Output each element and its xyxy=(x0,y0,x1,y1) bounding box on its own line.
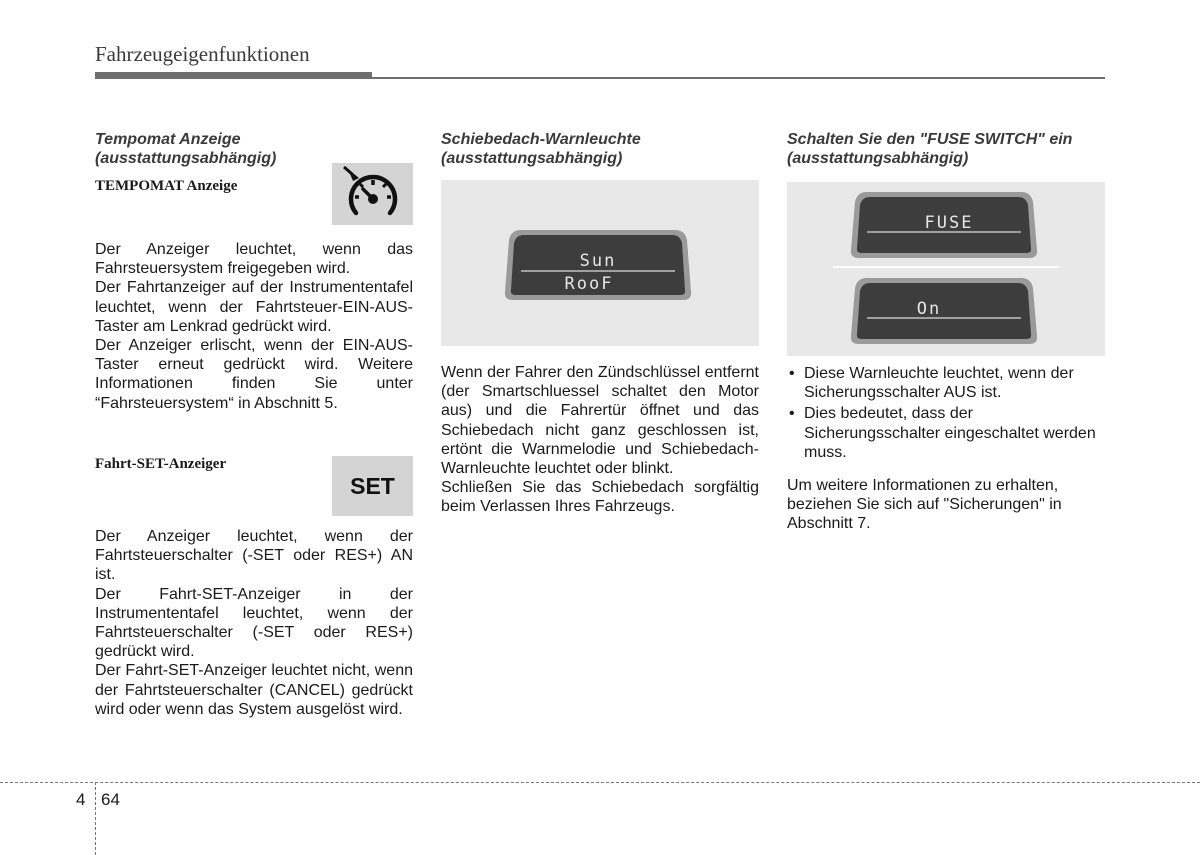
header-rule-thin xyxy=(372,77,1105,79)
heading-line-2: (ausstattungsabhängig) xyxy=(95,150,277,167)
column-fuse-switch xyxy=(787,130,1107,533)
sunroof-display-image xyxy=(441,180,759,346)
lcd-line-2: RooF xyxy=(564,274,614,294)
heading-line-2: (ausstattungsabhängig) xyxy=(441,150,623,167)
paragraph: Der Fahrtanzeiger auf der Instrumententafel leuchtet, wenn der Fahrtsteuer-EIN-AUS-Taster am Lenkrad gedrückt wird. xyxy=(95,279,413,335)
paragraph: Der Fahrt-SET-Anzeiger leuchtet nicht, wenn der Fahrtsteuerschalter (CANCEL) gedrückt wird oder wenn das System ausgelöst wird. xyxy=(95,662,413,718)
fuse-bullet-list xyxy=(787,364,1107,462)
heading-line-2: (ausstattungsabhängig) xyxy=(787,150,969,167)
paragraph: Wenn der Fahrer den Zündschlüssel entfernt (der Smartschluessel schaltet den Motor aus) und die Fahrertür öffnet und das Schiebedach nicht ganz geschlossen ist, ertönt die Warnmelodie und Schiebedach-Warnleuchte leuchtet oder blinkt. xyxy=(441,364,759,478)
set-text-block xyxy=(95,527,413,719)
subheading-set: Fahrt-SET-Anzeiger xyxy=(95,456,227,472)
page-header-title: Fahrzeugeigenfunktionen xyxy=(95,42,310,66)
page-number: 64 xyxy=(101,790,120,809)
section-heading-sunroof xyxy=(441,130,759,168)
fuse-lcd-display-bottom xyxy=(849,274,1039,346)
cruise-control-speedometer-icon xyxy=(342,166,404,222)
heading-line-1: Tempomat Anzeige xyxy=(95,131,241,148)
list-item: • Dies bedeutet, dass der Sicherungsschalter eingeschaltet werden muss. xyxy=(787,404,1107,462)
paragraph: Der Fahrt-SET-Anzeiger in der Instrumententafel leuchtet, wenn der Fahrtsteuerschalter (-SET oder RES+) gedrückt wird. xyxy=(95,585,413,661)
fuse-text-block xyxy=(787,364,1107,534)
sunroof-lcd-display xyxy=(503,226,693,302)
section-heading-fuse xyxy=(787,130,1107,168)
lcd-on-text: On xyxy=(916,299,942,319)
paragraph: Der Anzeiger leuchtet, wenn das Fahrsteuersystem freigegeben wird. xyxy=(95,241,413,278)
divider xyxy=(833,266,1059,268)
tempomat-icon-box xyxy=(332,163,413,225)
header-rule-thick xyxy=(95,72,372,79)
chapter-number: 4 xyxy=(76,790,86,809)
lcd-line-1: Sun xyxy=(579,251,617,271)
heading-line-1: Schiebedach-Warnleuchte xyxy=(441,131,641,148)
set-indicator-box xyxy=(332,456,413,516)
paragraph: Der Anzeiger erlischt, wenn der EIN-AUS-Taster erneut gedrückt wird. Weitere Informationen finden Sie unter “Fahrsteuersystem“ in Abschnitt 5. xyxy=(95,337,413,412)
footer-dashed-rule xyxy=(0,782,1200,783)
column-sunroof xyxy=(441,130,759,516)
paragraph: Der Anzeiger leuchtet, wenn der Fahrtsteuerschalter (-SET oder RES+) AN ist. xyxy=(95,528,413,584)
heading-line-1: Schalten Sie den "FUSE SWITCH" ein xyxy=(787,131,1073,148)
paragraph: Um weitere Informationen zu erhalten, beziehen Sie sich auf "Sicherungen" in Abschnitt 7. xyxy=(787,477,1062,533)
fuse-lcd-display-top xyxy=(849,188,1039,260)
lcd-fuse-text: FUSE xyxy=(924,213,974,233)
list-item: • Diese Warnleuchte leuchtet, wenn der Sicherungsschalter AUS ist. xyxy=(787,364,1107,402)
fuse-display-image xyxy=(787,182,1105,356)
set-indicator-label: SET xyxy=(350,472,395,499)
tempomat-text-block xyxy=(95,240,413,413)
subheading-tempomat: TEMPOMAT Anzeige xyxy=(95,178,238,194)
paragraph: Schließen Sie das Schiebedach sorgfältig beim Verlassen Ihres Fahrzeugs. xyxy=(441,479,759,516)
column-tempomat xyxy=(95,130,413,718)
footer-vertical-rule xyxy=(95,782,96,855)
sunroof-text-block xyxy=(441,363,759,517)
